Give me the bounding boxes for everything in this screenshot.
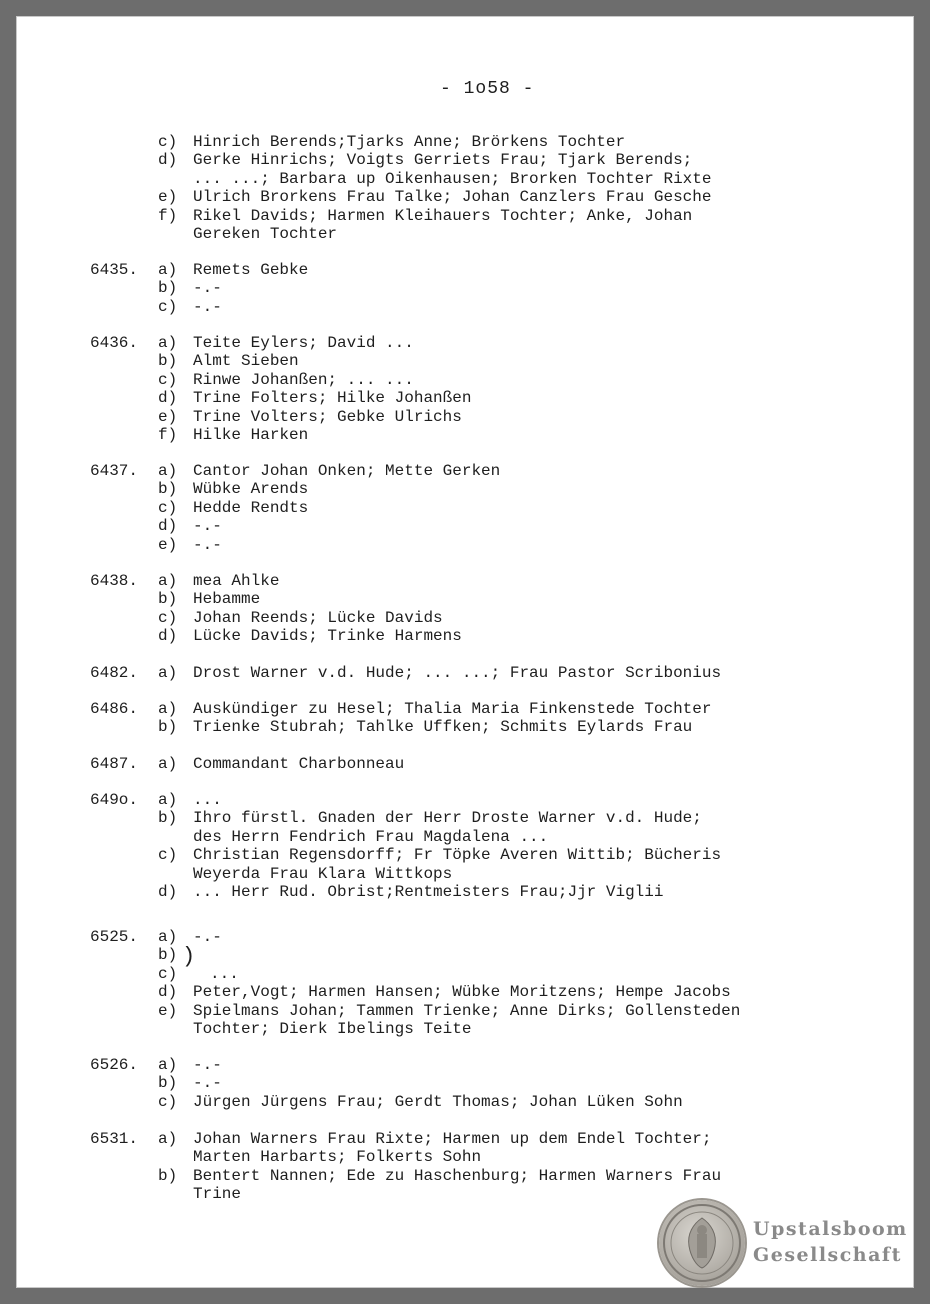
item-label: b) — [158, 352, 178, 370]
item-label: b) — [158, 279, 178, 297]
item-label: d) — [158, 983, 178, 1001]
item-label: b) — [158, 1074, 178, 1092]
item-text: -.- — [193, 1074, 222, 1092]
item-text: Ulrich Brorkens Frau Talke; Johan Canzlers Frau Gesche — [193, 188, 712, 206]
item-label: c) — [158, 499, 178, 517]
item-text: Hebamme — [193, 590, 261, 608]
item-text: -.- — [193, 536, 222, 554]
item-text: Spielmans Johan; Tammen Trienke; Anne Dirks; Gollensteden — [193, 1002, 741, 1020]
item-text: des Herrn Fendrich Frau Magdalena ... — [193, 828, 549, 846]
item-text: Teite Eylers; David ... — [193, 334, 414, 352]
item-label: e) — [158, 536, 178, 554]
entry-number: 6526. — [90, 1056, 139, 1074]
item-label: b) — [158, 1167, 178, 1185]
item-label: c) — [158, 846, 178, 864]
item-label: a) — [158, 1056, 178, 1074]
item-label: c) — [158, 371, 178, 389]
item-text: -.- — [193, 298, 222, 316]
item-text: Johan Warners Frau Rixte; Harmen up dem Endel Tochter; — [193, 1130, 712, 1148]
item-text: ... — [193, 791, 222, 809]
item-text: Almt Sieben — [193, 352, 299, 370]
item-label: e) — [158, 408, 178, 426]
item-label: b) — [158, 809, 178, 827]
entry-number: 6436. — [90, 334, 139, 352]
item-text: Trienke Stubrah; Tahlke Uffken; Schmits Eylards Frau — [193, 718, 693, 736]
item-text: Peter,Vogt; Harmen Hansen; Wübke Moritzens; Hempe Jacobs — [193, 983, 731, 1001]
item-label: b) — [158, 590, 178, 608]
item-text: Drost Warner v.d. Hude; ... ...; Frau Pastor Scribonius — [193, 664, 722, 682]
item-label: c) — [158, 1093, 178, 1111]
item-text: ... — [210, 965, 239, 983]
item-text: Commandant Charbonneau — [193, 755, 405, 773]
item-text: ... ...; Barbara up Oikenhausen; Brorken Tochter Rixte — [193, 170, 712, 188]
item-label: a) — [158, 572, 178, 590]
item-label: d) — [158, 389, 178, 407]
item-text: Weyerda Frau Klara Wittkops — [193, 865, 453, 883]
item-text: Trine Volters; Gebke Ulrichs — [193, 408, 462, 426]
item-text: Trine Folters; Hilke Johanßen — [193, 389, 472, 407]
item-label: a) — [158, 462, 178, 480]
item-label: f) — [158, 207, 178, 225]
item-text: Hinrich Berends;Tjarks Anne; Brörkens Tochter — [193, 133, 626, 151]
item-label: a) — [158, 791, 178, 809]
item-text: Ihro fürstl. Gnaden der Herr Droste Warner v.d. Hude; — [193, 809, 702, 827]
item-label: d) — [158, 151, 178, 169]
item-text: Remets Gebke — [193, 261, 309, 279]
item-text: Rikel Davids; Harmen Kleihauers Tochter; Anke, Johan — [193, 207, 693, 225]
entry-number: 6482. — [90, 664, 139, 682]
item-label: a) — [158, 755, 178, 773]
item-text: Gereken Tochter — [193, 225, 338, 243]
item-text: ... Herr Rud. Obrist;Rentmeisters Frau;Jjr Viglii — [193, 883, 664, 901]
entry-number: 6486. — [90, 700, 139, 718]
brand-text — [753, 1216, 908, 1268]
item-text: -.- — [193, 928, 222, 946]
item-text: Jürgen Jürgens Frau; Gerdt Thomas; Johan Lüken Sohn — [193, 1093, 683, 1111]
item-label: e) — [158, 1002, 178, 1020]
page-number: - 1o58 - — [440, 79, 535, 99]
item-text: Cantor Johan Onken; Mette Gerken — [193, 462, 501, 480]
typed-text-body — [16, 16, 914, 1288]
item-label: a) — [158, 664, 178, 682]
item-text: Hilke Harken — [193, 426, 309, 444]
entry-number: 6531. — [90, 1130, 139, 1148]
item-label: d) — [158, 627, 178, 645]
item-label: c) — [158, 133, 178, 151]
item-label: d) — [158, 883, 178, 901]
item-text: Gerke Hinrichs; Voigts Gerriets Frau; Tjark Berends; — [193, 151, 693, 169]
item-label: a) — [158, 1130, 178, 1148]
item-text: Rinwe Johanßen; ... ... — [193, 371, 414, 389]
item-text: Tochter; Dierk Ibelings Teite — [193, 1020, 472, 1038]
item-label: c) — [158, 609, 178, 627]
item-text: Johan Reends; Lücke Davids — [193, 609, 443, 627]
brand-line-1: Upstalsboom — [753, 1218, 908, 1240]
entry-number: 6435. — [90, 261, 139, 279]
item-text: Hedde Rendts — [193, 499, 309, 517]
item-text: Wübke Arends — [193, 480, 309, 498]
item-text: -.- — [193, 517, 222, 535]
item-label: a) — [158, 928, 178, 946]
item-label: c) — [158, 965, 178, 983]
item-label: c) — [158, 298, 178, 316]
item-text: Lücke Davids; Trinke Harmens — [193, 627, 462, 645]
entry-number: 6437. — [90, 462, 139, 480]
item-text: -.- — [193, 279, 222, 297]
brand-line-2: Gesellschaft — [753, 1244, 902, 1266]
item-text: mea Ahlke — [193, 572, 280, 590]
item-label: d) — [158, 517, 178, 535]
item-label: b) — [158, 718, 178, 736]
bracket-bc: ) — [182, 944, 196, 969]
document-page — [16, 16, 914, 1288]
item-label: a) — [158, 261, 178, 279]
entry-number: 6438. — [90, 572, 139, 590]
item-text: Trine — [193, 1185, 242, 1203]
item-label: b) — [158, 480, 178, 498]
entry-number: 649o. — [90, 791, 139, 809]
item-label: a) — [158, 700, 178, 718]
item-text: Auskündiger zu Hesel; Thalia Maria Finkenstede Tochter — [193, 700, 712, 718]
society-seal-icon — [659, 1200, 745, 1286]
entry-number: 6525. — [90, 928, 139, 946]
item-label: f) — [158, 426, 178, 444]
entry-number: 6487. — [90, 755, 139, 773]
item-text: Bentert Nannen; Ede zu Haschenburg; Harmen Warners Frau — [193, 1167, 722, 1185]
item-label: a) — [158, 334, 178, 352]
item-text: -.- — [193, 1056, 222, 1074]
item-text: Marten Harbarts; Folkerts Sohn — [193, 1148, 482, 1166]
item-label: e) — [158, 188, 178, 206]
item-label: b) — [158, 946, 178, 964]
item-text: Christian Regensdorff; Fr Töpke Averen Wittib; Bücheris — [193, 846, 722, 864]
